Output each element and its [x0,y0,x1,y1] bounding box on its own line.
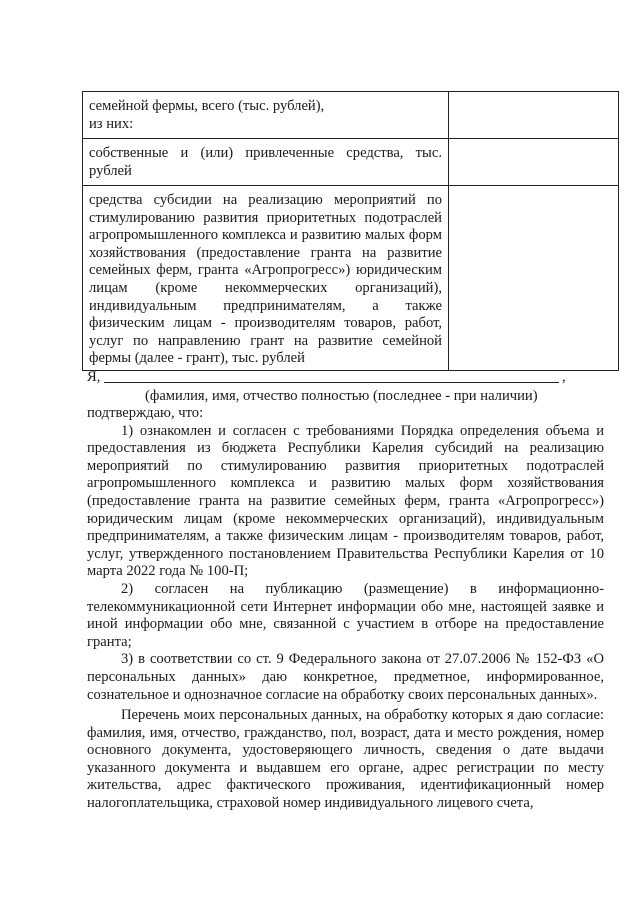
full-name-field[interactable] [104,382,559,383]
row-value-cell[interactable] [449,92,619,139]
signature-hint: (фамилия, имя, отчество полностью (последнее - при наличии) [145,388,538,404]
row-label-cell [83,92,449,139]
consent-text [87,405,604,813]
row-value-cell[interactable] [449,186,619,371]
table-row [83,139,619,186]
row-label: семейной фермы, всего (тыс. рублей), из них: [89,98,325,132]
confirm-line: подтверждаю, что: [87,405,204,421]
row-label-cell [83,186,449,371]
row-label: средства субсидии на реализацию мероприятий по стимулированию развития приоритетных подотраслей агропромышленного комплекса и развитию малых форм хозяйствования (предоставление гранта на развитие семейных ферм, гранта «Агропрогресс») юридическим лицам (кроме некоммерческих организаций), индивидуальным предпринимателям, а также физическим лицам - производителям товаров, работ, услуг по направлению грант на развитие семейной фермы (далее - грант), тыс. рублей [89,192,442,367]
row-label-cell [83,139,449,186]
consent-item-1: 1) ознакомлен и согласен с требованиями Порядка определения объема и предоставления из бюджета Республики Карелия субсидий на реализацию мероприятий по стимулированию развития приоритетных подотраслей агропромышленного комплекса и развитию малых форм хозяйствования (предоставление гранта на развитие семейных ферм, гранта «Агропрогресс») юридическим лицам (кроме некоммерческих организаций), индивидуальным предпринимателям, а также физическим лицам - производителям товаров, работ, услуг, утвержденного постановлением Правительства Республики Карелия от 10 марта 2022 года № 100-П; [87,422,604,580]
signature-prefix: Я, [87,369,101,385]
grant-form-table [82,91,619,371]
table-row [83,186,619,371]
signature-suffix: , [562,369,566,385]
consent-item-2: 2) согласен на публикацию (размещение) в информационно-телекоммуникационной сети Интернет информации обо мне, настоящей заявке и иной информации обо мне, связанной с участием в отборе на предоставление гранта; [87,580,604,650]
table-row [83,92,619,139]
row-value-cell[interactable] [449,139,619,186]
personal-data-list: Перечень моих персональных данных, на обработку которых я даю согласие: фамилия, имя, отчество, гражданство, пол, возраст, дата и место рождения, номер основного документа, удостоверяющего личность, сведения о дате выдачи указанного документа и выдавшем его органе, адрес регистрации по месту жительства, адрес фактического проживания, идентификационный номер налогоплательщика, страховой номер индивидуального лицевого счета, [87,707,604,812]
consent-item-3: 3) в соответствии со ст. 9 Федерального закона от 27.07.2006 № 152-ФЗ «О персональных данных» даю конкретное, предметное, информированное, сознательное и однозначное согласие на обработку своих персональных данных». [87,651,604,703]
row-label: собственные и (или) привлеченные средства, тыс. рублей [89,145,442,179]
